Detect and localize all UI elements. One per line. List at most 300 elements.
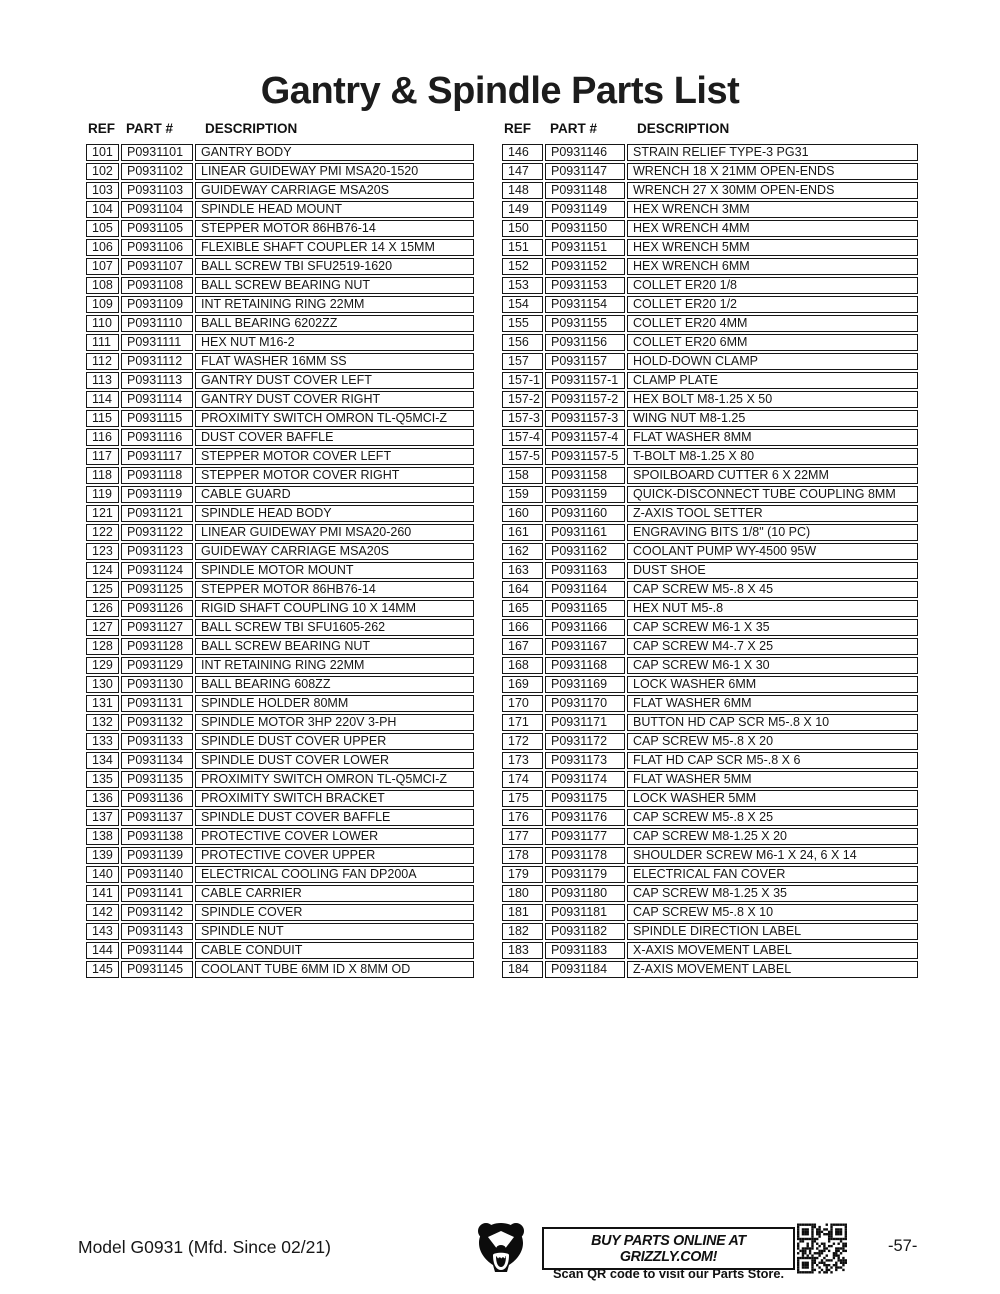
table-row [86,258,474,275]
part-number-cell: P0931170 [545,695,625,712]
table-row [86,391,474,408]
ref-cell: 132 [86,714,119,731]
table-row [502,239,918,256]
ref-cell: 114 [86,391,119,408]
description-cell: WING NUT M8-1.25 [627,410,918,427]
ref-cell: 156 [502,334,543,351]
part-number-cell: P0931166 [545,619,625,636]
table-row [86,866,474,883]
table-row [86,790,474,807]
part-number-cell: P0931146 [545,144,625,161]
part-number-cell: P0931129 [121,657,193,674]
ref-cell: 169 [502,676,543,693]
table-row [86,733,474,750]
part-number-cell: P0931138 [121,828,193,845]
ref-cell: 180 [502,885,543,902]
table-row [502,429,918,446]
table-row [86,638,474,655]
ref-cell: 143 [86,923,119,940]
table-row [502,543,918,560]
table-row [86,315,474,332]
description-cell: COLLET ER20 6MM [627,334,918,351]
table-row [502,771,918,788]
table-row [502,201,918,218]
ref-cell: 142 [86,904,119,921]
description-cell: CAP SCREW M4-.7 X 25 [627,638,918,655]
table-row [502,524,918,541]
part-number-cell: P0931101 [121,144,193,161]
description-cell: ELECTRICAL COOLING FAN DP200A [195,866,474,883]
table-row [86,448,474,465]
table-row [86,410,474,427]
description-cell: ELECTRICAL FAN COVER [627,866,918,883]
part-number-cell: P0931157-1 [545,372,625,389]
ref-cell: 157-2 [502,391,543,408]
ref-cell: 107 [86,258,119,275]
part-number-cell: P0931161 [545,524,625,541]
part-number-cell: P0931168 [545,657,625,674]
table-row [86,429,474,446]
part-number-cell: P0931144 [121,942,193,959]
table-row [502,448,918,465]
part-number-cell: P0931165 [545,600,625,617]
description-cell: FLAT WASHER 16MM SS [195,353,474,370]
ref-cell: 111 [86,334,119,351]
table-row [86,334,474,351]
part-number-cell: P0931103 [121,182,193,199]
column-header-ref: REF [88,121,115,136]
ref-cell: 179 [502,866,543,883]
description-cell: STRAIN RELIEF TYPE-3 PG31 [627,144,918,161]
part-number-cell: P0931130 [121,676,193,693]
ref-cell: 128 [86,638,119,655]
table-row [86,201,474,218]
part-number-cell: P0931183 [545,942,625,959]
table-row [502,467,918,484]
description-cell: PROXIMITY SWITCH OMRON TL-Q5MCI-Z [195,771,474,788]
part-number-cell: P0931171 [545,714,625,731]
part-number-cell: P0931177 [545,828,625,845]
ref-cell: 166 [502,619,543,636]
description-cell: SPINDLE COVER [195,904,474,921]
ref-cell: 168 [502,657,543,674]
ref-cell: 139 [86,847,119,864]
description-cell: COLLET ER20 1/2 [627,296,918,313]
ref-cell: 177 [502,828,543,845]
table-row [86,771,474,788]
table-row [502,315,918,332]
table-row [86,296,474,313]
description-cell: ENGRAVING BITS 1/8" (10 PC) [627,524,918,541]
part-number-cell: P0931122 [121,524,193,541]
ref-cell: 126 [86,600,119,617]
table-row [502,619,918,636]
description-cell: LOCK WASHER 5MM [627,790,918,807]
ref-cell: 167 [502,638,543,655]
ref-cell: 164 [502,581,543,598]
description-cell: GUIDEWAY CARRIAGE MSA20S [195,182,474,199]
description-cell: BUTTON HD CAP SCR M5-.8 X 10 [627,714,918,731]
description-cell: SPINDLE DUST COVER LOWER [195,752,474,769]
description-cell: COOLANT PUMP WY-4500 95W [627,543,918,560]
ref-cell: 170 [502,695,543,712]
part-number-cell: P0931154 [545,296,625,313]
description-cell: FLEXIBLE SHAFT COUPLER 14 X 15MM [195,239,474,256]
part-number-cell: P0931155 [545,315,625,332]
column-headers-right [500,121,920,142]
description-cell: HEX WRENCH 4MM [627,220,918,237]
table-row [86,353,474,370]
description-cell: GANTRY BODY [195,144,474,161]
table-row [502,600,918,617]
description-cell: Z-AXIS TOOL SETTER [627,505,918,522]
ref-cell: 157 [502,353,543,370]
table-row [86,144,474,161]
banner-headline: BUY PARTS ONLINE AT GRIZZLY.COM! [591,1233,746,1265]
part-number-cell: P0931111 [121,334,193,351]
parts-table-left-column [84,121,476,980]
description-cell: CABLE GUARD [195,486,474,503]
ref-cell: 165 [502,600,543,617]
table-row [86,904,474,921]
ref-cell: 101 [86,144,119,161]
part-number-cell: P0931163 [545,562,625,579]
ref-cell: 123 [86,543,119,560]
table-row [502,334,918,351]
ref-cell: 153 [502,277,543,294]
description-cell: WRENCH 27 X 30MM OPEN-ENDS [627,182,918,199]
table-row [86,752,474,769]
ref-cell: 163 [502,562,543,579]
ref-cell: 117 [86,448,119,465]
part-number-cell: P0931104 [121,201,193,218]
part-number-cell: P0931158 [545,467,625,484]
ref-cell: 124 [86,562,119,579]
description-cell: CAP SCREW M6-1 X 30 [627,657,918,674]
parts-table-left [84,142,476,980]
part-number-cell: P0931118 [121,467,193,484]
table-row [502,277,918,294]
table-row [502,220,918,237]
part-number-cell: P0931157-5 [545,448,625,465]
table-row [86,467,474,484]
part-number-cell: P0931178 [545,847,625,864]
description-cell: COOLANT TUBE 6MM ID X 8MM OD [195,961,474,978]
ref-cell: 116 [86,429,119,446]
ref-cell: 112 [86,353,119,370]
part-number-cell: P0931135 [121,771,193,788]
ref-cell: 108 [86,277,119,294]
description-cell: BALL BEARING 6202ZZ [195,315,474,332]
part-number-cell: P0931160 [545,505,625,522]
part-number-cell: P0931149 [545,201,625,218]
table-row [86,714,474,731]
description-cell: WRENCH 18 X 21MM OPEN-ENDS [627,163,918,180]
part-number-cell: P0931159 [545,486,625,503]
table-row [502,562,918,579]
table-row [502,505,918,522]
description-cell: SPINDLE NUT [195,923,474,940]
ref-cell: 181 [502,904,543,921]
ref-cell: 125 [86,581,119,598]
description-cell: HEX BOLT M8-1.25 X 50 [627,391,918,408]
description-cell: RIGID SHAFT COUPLING 10 X 14MM [195,600,474,617]
column-header-description: DESCRIPTION [205,121,298,136]
description-cell: INT RETAINING RING 22MM [195,296,474,313]
ref-cell: 137 [86,809,119,826]
description-cell: SPINDLE DIRECTION LABEL [627,923,918,940]
description-cell: DUST SHOE [627,562,918,579]
ref-cell: 131 [86,695,119,712]
description-cell: CAP SCREW M5-.8 X 45 [627,581,918,598]
ref-cell: 162 [502,543,543,560]
ref-cell: 145 [86,961,119,978]
part-number-cell: P0931113 [121,372,193,389]
table-row [86,619,474,636]
ref-cell: 178 [502,847,543,864]
ref-cell: 160 [502,505,543,522]
description-cell: PROXIMITY SWITCH OMRON TL-Q5MCI-Z [195,410,474,427]
description-cell: PROXIMITY SWITCH BRACKET [195,790,474,807]
table-row [502,847,918,864]
ref-cell: 106 [86,239,119,256]
description-cell: CAP SCREW M5-.8 X 10 [627,904,918,921]
table-row [86,847,474,864]
description-cell: FLAT WASHER 8MM [627,429,918,446]
ref-cell: 154 [502,296,543,313]
column-headers-left [84,121,476,142]
description-cell: HEX WRENCH 5MM [627,239,918,256]
ref-cell: 184 [502,961,543,978]
description-cell: BALL SCREW BEARING NUT [195,638,474,655]
table-row [502,182,918,199]
part-number-cell: P0931132 [121,714,193,731]
ref-cell: 129 [86,657,119,674]
buy-parts-banner [542,1227,795,1281]
part-number-cell: P0931136 [121,790,193,807]
qr-code-icon [797,1222,847,1275]
description-cell: CAP SCREW M8-1.25 X 20 [627,828,918,845]
part-number-cell: P0931152 [545,258,625,275]
page-footer [0,1218,1000,1284]
ref-cell: 176 [502,809,543,826]
description-cell: LOCK WASHER 6MM [627,676,918,693]
part-number-cell: P0931182 [545,923,625,940]
ref-cell: 173 [502,752,543,769]
ref-cell: 103 [86,182,119,199]
table-row [86,277,474,294]
ref-cell: 175 [502,790,543,807]
table-row [502,828,918,845]
description-cell: SPINDLE DUST COVER BAFFLE [195,809,474,826]
description-cell: GANTRY DUST COVER RIGHT [195,391,474,408]
ref-cell: 182 [502,923,543,940]
description-cell: STEPPER MOTOR COVER LEFT [195,448,474,465]
banner-subtext: Scan QR code to visit our Parts Store. [552,1266,785,1281]
ref-cell: 144 [86,942,119,959]
description-cell: SHOULDER SCREW M6-1 X 24, 6 X 14 [627,847,918,864]
ref-cell: 157-4 [502,429,543,446]
table-row [502,657,918,674]
ref-cell: 141 [86,885,119,902]
part-number-cell: P0931124 [121,562,193,579]
part-number-cell: P0931123 [121,543,193,560]
description-cell: FLAT HD CAP SCR M5-.8 X 6 [627,752,918,769]
description-cell: LINEAR GUIDEWAY PMI MSA20-1520 [195,163,474,180]
ref-cell: 119 [86,486,119,503]
part-number-cell: P0931145 [121,961,193,978]
description-cell: HEX NUT M5-.8 [627,600,918,617]
column-header-part-number: PART # [126,121,174,136]
part-number-cell: P0931153 [545,277,625,294]
part-number-cell: P0931147 [545,163,625,180]
table-row [502,638,918,655]
table-row [502,961,918,978]
part-number-cell: P0931181 [545,904,625,921]
part-number-cell: P0931172 [545,733,625,750]
table-row [502,714,918,731]
part-number-cell: P0931179 [545,866,625,883]
description-cell: LINEAR GUIDEWAY PMI MSA20-260 [195,524,474,541]
table-row [502,942,918,959]
part-number-cell: P0931110 [121,315,193,332]
part-number-cell: P0931157-3 [545,410,625,427]
part-number-cell: P0931150 [545,220,625,237]
table-row [502,752,918,769]
description-cell: STEPPER MOTOR 86HB76-14 [195,220,474,237]
part-number-cell: P0931116 [121,429,193,446]
table-row [86,676,474,693]
description-cell: SPOILBOARD CUTTER 6 X 22MM [627,467,918,484]
part-number-cell: P0931141 [121,885,193,902]
description-cell: QUICK-DISCONNECT TUBE COUPLING 8MM [627,486,918,503]
part-number-cell: P0931175 [545,790,625,807]
table-row [502,391,918,408]
ref-cell: 113 [86,372,119,389]
part-number-cell: P0931173 [545,752,625,769]
part-number-cell: P0931102 [121,163,193,180]
description-cell: SPINDLE HEAD MOUNT [195,201,474,218]
description-cell: SPINDLE HEAD BODY [195,505,474,522]
part-number-cell: P0931156 [545,334,625,351]
ref-cell: 157-3 [502,410,543,427]
ref-cell: 149 [502,201,543,218]
part-number-cell: P0931106 [121,239,193,256]
part-number-cell: P0931105 [121,220,193,237]
table-row [86,182,474,199]
table-row [86,828,474,845]
page-number: -57- [888,1237,918,1255]
ref-cell: 122 [86,524,119,541]
ref-cell: 130 [86,676,119,693]
description-cell: CAP SCREW M6-1 X 35 [627,619,918,636]
part-number-cell: P0931121 [121,505,193,522]
table-row [502,809,918,826]
part-number-cell: P0931142 [121,904,193,921]
ref-cell: 134 [86,752,119,769]
part-number-cell: P0931157-2 [545,391,625,408]
part-number-cell: P0931143 [121,923,193,940]
description-cell: INT RETAINING RING 22MM [195,657,474,674]
ref-cell: 174 [502,771,543,788]
description-cell: HEX NUT M16-2 [195,334,474,351]
grizzly-bear-logo-icon [476,1222,526,1274]
ref-cell: 140 [86,866,119,883]
description-cell: SPINDLE HOLDER 80MM [195,695,474,712]
description-cell: BALL SCREW BEARING NUT [195,277,474,294]
ref-cell: 133 [86,733,119,750]
description-cell: GANTRY DUST COVER LEFT [195,372,474,389]
ref-cell: 171 [502,714,543,731]
part-number-cell: P0931162 [545,543,625,560]
table-row [86,562,474,579]
ref-cell: 109 [86,296,119,313]
part-number-cell: P0931180 [545,885,625,902]
table-row [502,733,918,750]
table-row [86,961,474,978]
description-cell: STEPPER MOTOR COVER RIGHT [195,467,474,484]
part-number-cell: P0931107 [121,258,193,275]
description-cell: SPINDLE DUST COVER UPPER [195,733,474,750]
description-cell: HOLD-DOWN CLAMP [627,353,918,370]
column-header-part-number: PART # [550,121,598,136]
description-cell: Z-AXIS MOVEMENT LABEL [627,961,918,978]
description-cell: SPINDLE MOTOR 3HP 220V 3-PH [195,714,474,731]
table-row [502,353,918,370]
table-row [86,885,474,902]
description-cell: GUIDEWAY CARRIAGE MSA20S [195,543,474,560]
part-number-cell: P0931176 [545,809,625,826]
ref-cell: 136 [86,790,119,807]
description-cell: BALL SCREW TBI SFU1605-262 [195,619,474,636]
table-row [502,790,918,807]
ref-cell: 138 [86,828,119,845]
ref-cell: 152 [502,258,543,275]
ref-cell: 161 [502,524,543,541]
ref-cell: 155 [502,315,543,332]
table-row [502,695,918,712]
description-cell: HEX WRENCH 3MM [627,201,918,218]
table-row [86,505,474,522]
part-number-cell: P0931167 [545,638,625,655]
table-row [502,163,918,180]
ref-cell: 158 [502,467,543,484]
description-cell: CAP SCREW M5-.8 X 20 [627,733,918,750]
table-row [502,486,918,503]
ref-cell: 147 [502,163,543,180]
description-cell: FLAT WASHER 5MM [627,771,918,788]
description-cell: BALL BEARING 608ZZ [195,676,474,693]
ref-cell: 105 [86,220,119,237]
description-cell: T-BOLT M8-1.25 X 80 [627,448,918,465]
description-cell: CABLE CARRIER [195,885,474,902]
table-row [502,923,918,940]
description-cell: COLLET ER20 1/8 [627,277,918,294]
description-cell: CABLE CONDUIT [195,942,474,959]
part-number-cell: P0931128 [121,638,193,655]
ref-cell: 135 [86,771,119,788]
part-number-cell: P0931133 [121,733,193,750]
part-number-cell: P0931125 [121,581,193,598]
ref-cell: 102 [86,163,119,180]
table-row [86,372,474,389]
part-number-cell: P0931109 [121,296,193,313]
part-number-cell: P0931108 [121,277,193,294]
part-number-cell: P0931139 [121,847,193,864]
part-number-cell: P0931134 [121,752,193,769]
table-row [86,486,474,503]
part-number-cell: P0931114 [121,391,193,408]
